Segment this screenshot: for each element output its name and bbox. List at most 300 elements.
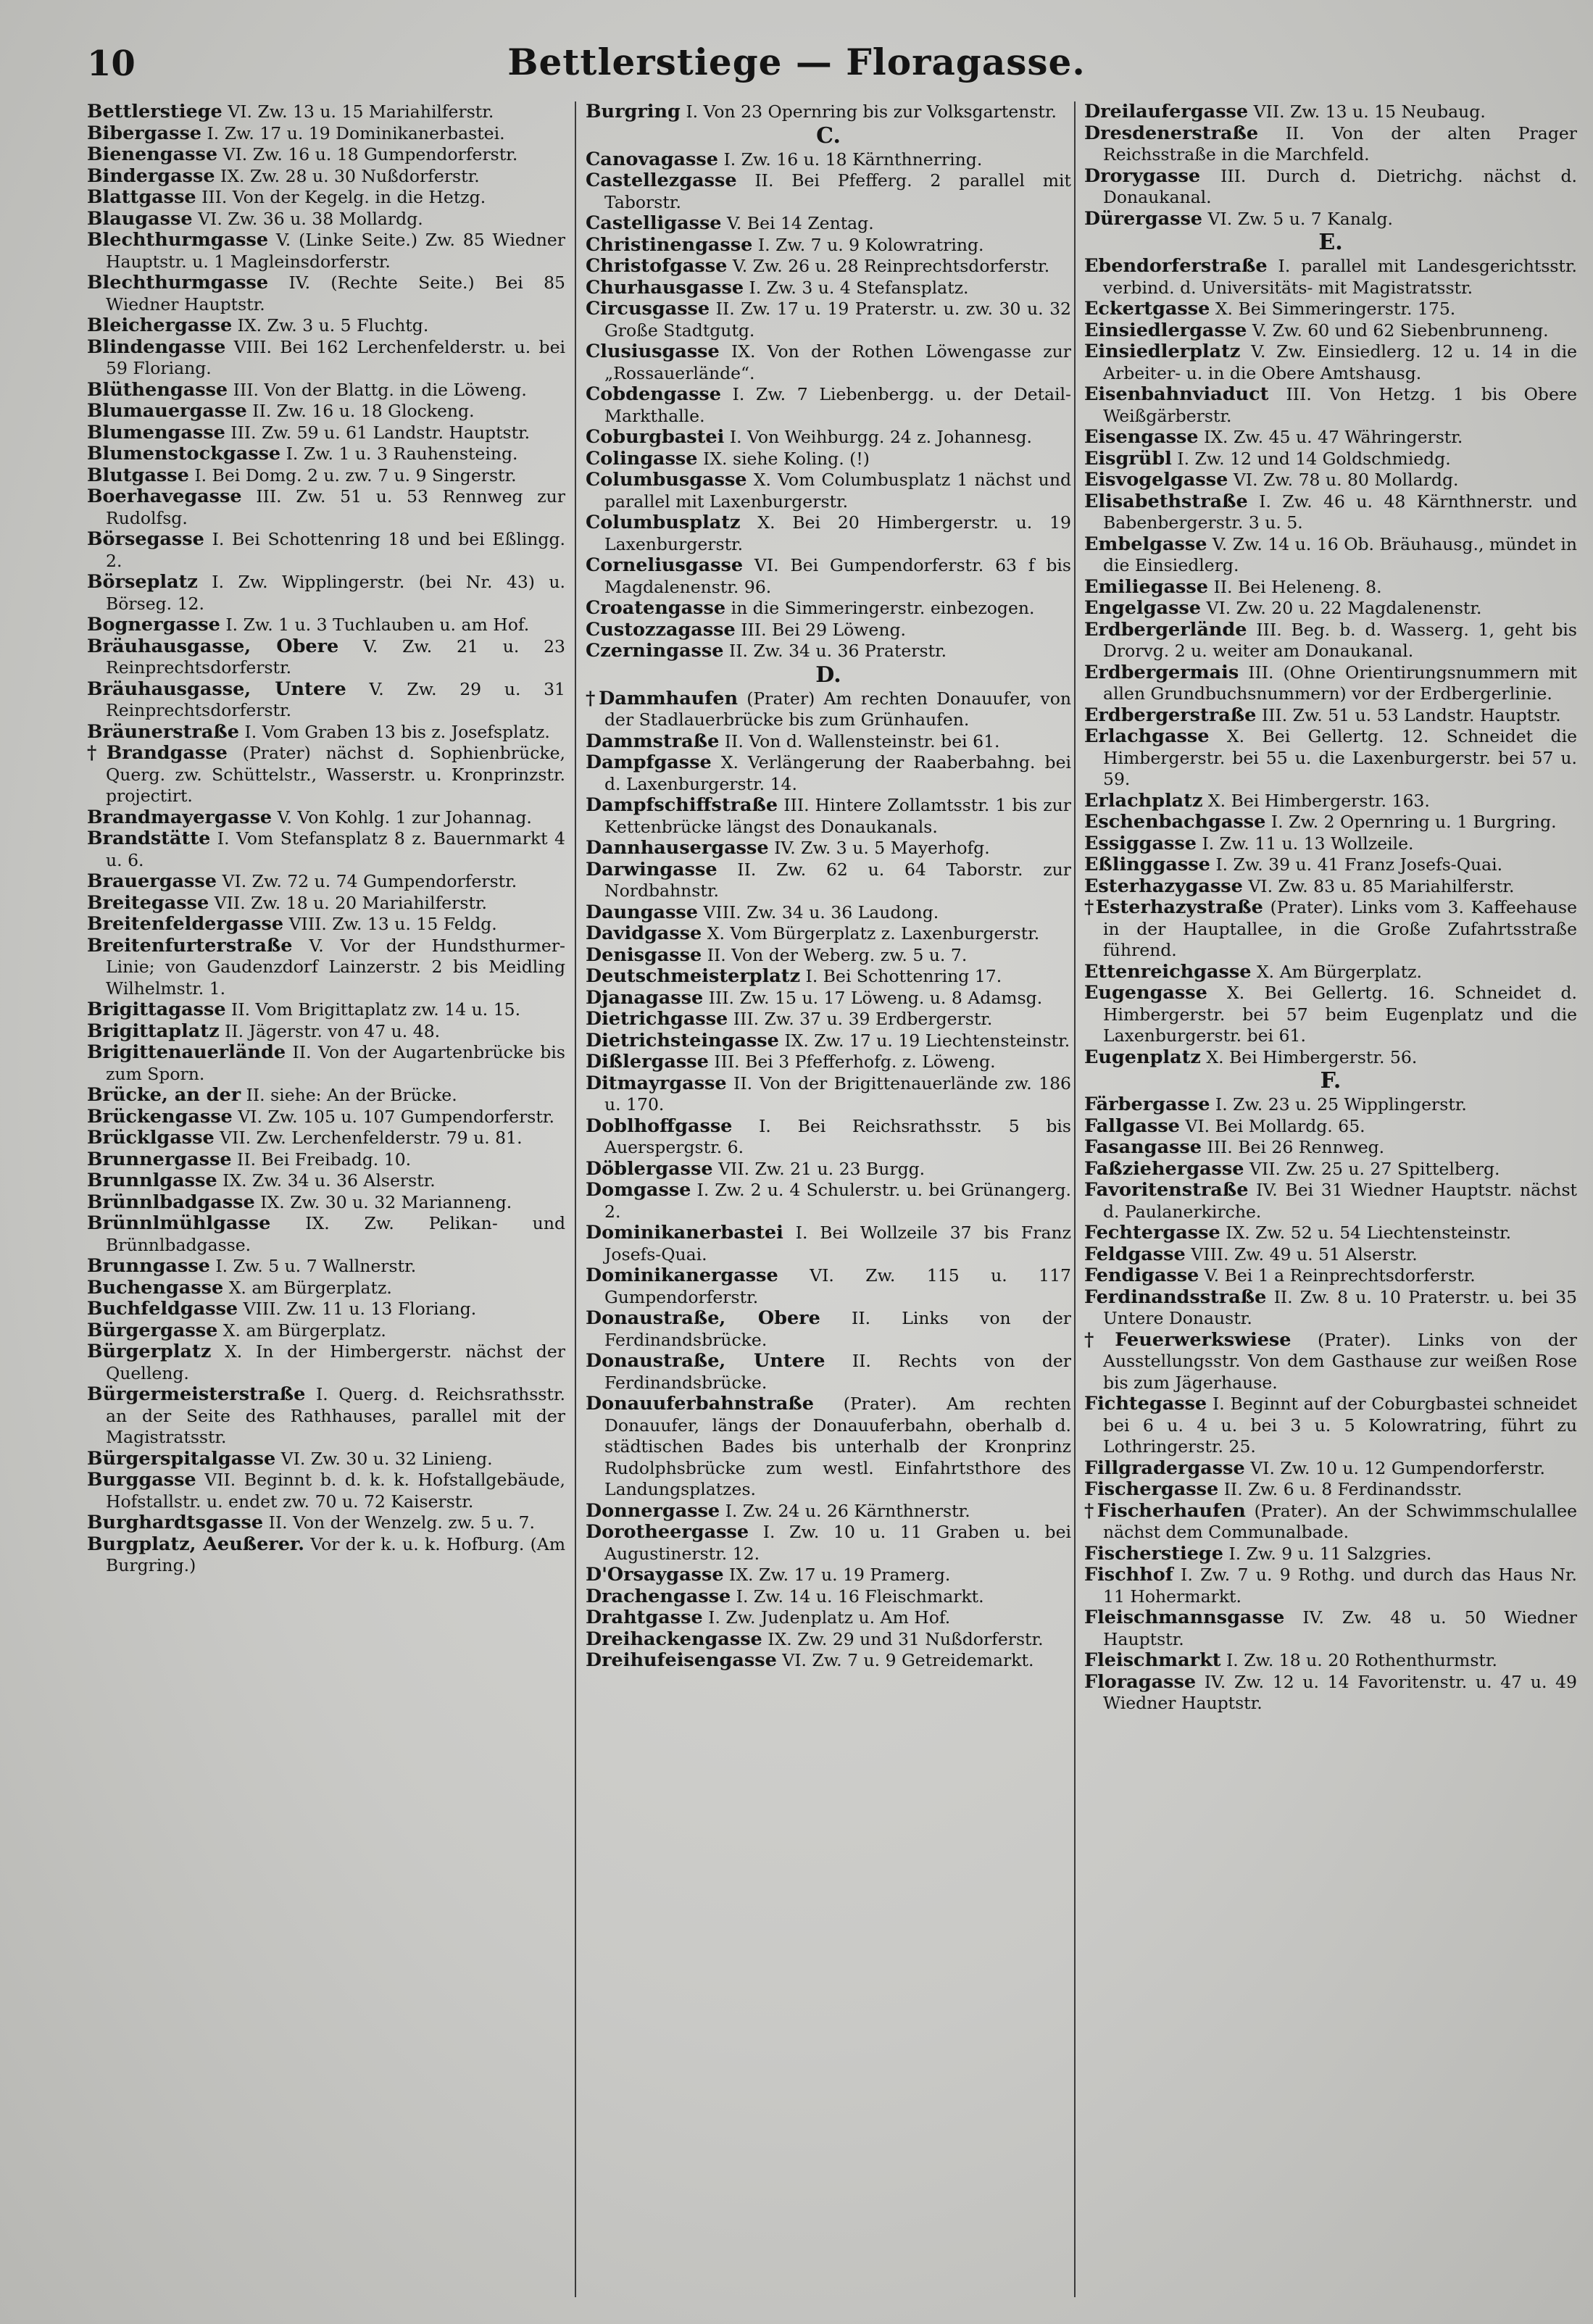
street-name: Burgring: [586, 101, 681, 122]
street-description: III. Zw. 51 u. 53 Rennweg zur Rudolfsg.: [106, 486, 565, 528]
street-entry: [87, 315, 565, 337]
street-entry: [87, 893, 565, 915]
street-description: I. Zw. 14 u. 16 Fleischmarkt.: [731, 1586, 984, 1607]
street-name: Dißlergasse: [586, 1051, 709, 1073]
street-name: Corneliusgasse: [586, 554, 744, 576]
street-entry: [586, 795, 1071, 838]
street-entry: [586, 923, 1071, 945]
street-name: Blechthurmgasse: [87, 272, 269, 293]
street-entry: [1084, 1094, 1577, 1116]
street-entry: [87, 722, 565, 744]
street-description: Vor der k. u. k. Hofburg. (Am Burgring.): [106, 1533, 565, 1575]
street-entry: [586, 512, 1071, 555]
street-description: II. Rechts von der Ferdinandsbrücke.: [604, 1351, 1071, 1393]
street-name: Börseplatz: [87, 571, 198, 593]
street-description: I. Zw. 7 u. 9 Kolowratring.: [752, 234, 984, 255]
street-name: Blechthurmgasse: [87, 229, 269, 251]
street-description: II. Zw. 6 u. 8 Ferdinandsstr.: [1218, 1479, 1463, 1499]
street-description: IX. Zw. 45 u. 47 Währingerstr.: [1198, 427, 1463, 447]
street-entry: [1084, 320, 1577, 342]
street-name: Floragasse: [1084, 1670, 1197, 1693]
street-description: X. Verlängerung der Raaberbahng. bei d. Laxenburgerstr. 14.: [604, 752, 1071, 794]
street-name: Brünnlbadgasse: [87, 1191, 255, 1213]
street-name: Christofgasse: [586, 255, 728, 277]
street-entry: [586, 235, 1071, 257]
street-name: Davidgasse: [586, 922, 702, 944]
street-name: Donaustraße, Untere: [586, 1350, 825, 1372]
street-name: Columbusgasse: [586, 469, 747, 491]
street-description: I. Zw. 7 Liebenbergg. u. der Detail-Markthalle.: [604, 384, 1071, 426]
street-description: IX. Zw. 28 u. 30 Nußdorferstr.: [215, 165, 480, 186]
street-description: VIII. Zw. 13 u. 15 Feldg.: [283, 914, 497, 934]
street-entry: [87, 1107, 565, 1128]
street-description: I. Zw. 1 u. 3 Tuchlauben u. am Hof.: [220, 615, 530, 635]
street-description: IX. Zw. 52 u. 54 Liechtensteinstr.: [1220, 1223, 1512, 1243]
street-name: Fleischmarkt: [1084, 1649, 1221, 1671]
street-entry: [1084, 1330, 1577, 1394]
street-description: I. Zw. 10 u. 11 Graben u. bei Augustinerstr. 12.: [604, 1522, 1071, 1564]
street-entry: [1084, 1244, 1577, 1266]
street-entry: [87, 1213, 565, 1256]
street-description: I. Bei Reichsrathsstr. 5 bis Auerspergstr. 6.: [604, 1115, 1071, 1157]
street-name: Dietrichgasse: [586, 1008, 728, 1030]
street-name: Dampfgasse: [586, 751, 712, 773]
street-name: Brandmayergasse: [87, 806, 273, 828]
street-name: Brücklgasse: [87, 1127, 215, 1149]
street-description: VII. Beginnt b. d. k. k. Hofstallgebäude, Hofstallstr. u. endet zw. 70 u. 72 Kaiserstr.: [106, 1470, 565, 1512]
street-name: Colingasse: [586, 447, 698, 470]
street-name: Brandstätte: [87, 828, 211, 849]
street-description: III. Von der Kegelg. in die Hetzg.: [196, 187, 486, 207]
section-letter: F.: [1320, 1068, 1342, 1094]
street-entry: [87, 1278, 565, 1299]
street-entry: [87, 572, 565, 615]
street-name: Bienengasse: [87, 143, 218, 165]
street-description: I. Zw. 9 u. 11 Salzgries.: [1223, 1543, 1432, 1564]
street-name: Fischerstiege: [1084, 1542, 1223, 1565]
street-entry: [586, 1522, 1071, 1565]
column-divider: [1074, 101, 1076, 2297]
street-entry: [586, 1180, 1071, 1223]
street-description: III. Bei 3 Pfefferhofg. z. Löweng.: [708, 1051, 996, 1072]
street-description: IV. Zw. 48 u. 50 Wiedner Hauptstr.: [1103, 1607, 1577, 1649]
street-name: Eugenplatz: [1084, 1046, 1201, 1068]
street-description: II. Bei Heleneng. 8.: [1208, 576, 1382, 597]
street-description: (Prater) nächst d. Sophienbrücke, Querg. zw. Schüttelstr., Wasserstr. u. Kronprinzstr. projectirt.: [106, 743, 565, 806]
street-name: Ebendorferstraße: [1084, 255, 1268, 277]
street-name: Blindengasse: [87, 336, 226, 358]
street-entry: [87, 636, 565, 679]
street-description: I. Zw. 11 u. 13 Wollzeile.: [1196, 833, 1414, 854]
street-name: Brunnergasse: [87, 1148, 232, 1170]
street-description: III. Bei 26 Rennweg.: [1201, 1137, 1385, 1157]
street-entry: [87, 422, 565, 444]
street-entry: [87, 166, 565, 188]
street-entry: [87, 1470, 565, 1512]
street-name: Dresdenerstraße: [1084, 122, 1259, 144]
street-description: I. Bei Schottenring 17.: [800, 966, 1002, 986]
street-description: II. Von d. Wallensteinstr. bei 61.: [719, 730, 1000, 751]
street-entry: [1084, 726, 1577, 791]
street-name: Fasangasse: [1084, 1136, 1202, 1158]
street-name: Favoritenstraße: [1084, 1179, 1249, 1201]
street-entry: [586, 384, 1071, 427]
street-description: III. Zw. 59 u. 61 Landstr. Hauptstr.: [225, 422, 531, 443]
street-description: I. Zw. 24 u. 26 Kärnthnerstr.: [720, 1500, 970, 1521]
section-letter: E.: [1318, 230, 1343, 255]
street-description: II. Vom Brigittaplatz zw. 14 u. 15.: [225, 999, 521, 1020]
street-entry: [1084, 1672, 1577, 1715]
street-entry: [1084, 1607, 1577, 1650]
street-description: X. Bei Gellertg. 12. Schneidet die Himbergerstr. bei 55 u. die Laxenburgerstr. bei 57 u. 59.: [1103, 726, 1577, 789]
street-entry: [1084, 384, 1577, 427]
street-entry: [586, 988, 1071, 1009]
street-name: Donaustraße, Obere: [586, 1307, 820, 1329]
street-description: VIII. Bei 162 Lerchenfelderstr. u. bei 59 Floriang.: [106, 336, 565, 378]
street-name: Donnergasse: [586, 1499, 720, 1522]
street-entry: [1084, 791, 1577, 812]
street-description: (Prater). An der Schwimmschulallee nächst dem Communalbade.: [1103, 1500, 1577, 1542]
street-name: Bibergasse: [87, 122, 202, 144]
street-description: III. Zw. 15 u. 17 Löweng. u. 8 Adamsg.: [703, 987, 1043, 1008]
street-description: II. Von der Augartenbrücke bis zum Sporn.: [106, 1042, 565, 1084]
street-entry: [586, 1607, 1071, 1629]
street-entry: [1084, 1116, 1577, 1138]
street-description: II. Zw. 8 u. 10 Praterstr. u. bei 35 Untere Donaustr.: [1103, 1286, 1577, 1328]
street-name: Blumauergasse: [87, 400, 247, 422]
street-name: Bindergasse: [87, 164, 215, 187]
street-entry: [1084, 101, 1577, 123]
street-entry: [586, 1351, 1071, 1394]
street-name: Esterhazygasse: [1084, 875, 1243, 897]
street-entry: [87, 337, 565, 380]
street-description: IV. Zw. 3 u. 5 Mayerhofg.: [768, 838, 990, 858]
street-description: I. Bei Wollzeile 37 bis Franz Josefs-Quai.: [604, 1223, 1071, 1265]
street-name: Essiggasse: [1084, 832, 1197, 854]
street-name: Bürgerplatz: [87, 1341, 212, 1362]
street-name: Croatengasse: [586, 597, 726, 619]
street-entry: [87, 1149, 565, 1171]
street-name: Eisengasse: [1084, 426, 1199, 448]
street-entry: [1084, 209, 1577, 230]
street-name: Daungasse: [586, 901, 699, 923]
street-description: II. Bei Pfefferg. 2 parallel mit Taborstr.: [604, 170, 1071, 212]
street-entry: [586, 278, 1071, 299]
street-name: Dreihufeisengasse: [586, 1649, 777, 1671]
street-description: VI. Zw. 78 u. 80 Mollardg.: [1228, 470, 1459, 490]
street-entry: [1084, 598, 1577, 620]
street-entry: [1084, 427, 1577, 449]
street-name: Embelgasse: [1084, 533, 1207, 555]
street-entry: [586, 1265, 1071, 1308]
street-description: V. Zw. 29 u. 31 Reinprechtsdorferstr.: [106, 678, 565, 720]
street-entry: [586, 149, 1071, 171]
street-name: Fichtegasse: [1084, 1393, 1207, 1415]
street-entry: [1084, 705, 1577, 727]
street-description: IX. Zw. 30 u. 32 Marianneng.: [254, 1191, 512, 1212]
street-name: Djanagasse: [586, 986, 704, 1009]
column-divider: [575, 101, 576, 2297]
street-entry: [87, 486, 565, 529]
street-description: V. Zw. 14 u. 16 Ob. Bräuhausg., mündet in die Einsiedlerg.: [1103, 533, 1577, 575]
street-entry: [586, 1308, 1071, 1351]
street-name: Brigittenauerlände: [87, 1041, 286, 1063]
street-name: Burgplatz, Aeußerer.: [87, 1533, 304, 1555]
street-entry: [87, 828, 565, 871]
street-name: Brigittaplatz: [87, 1020, 220, 1042]
street-entry: [87, 401, 565, 422]
street-entry: [1084, 1180, 1577, 1223]
street-description: II. Von der Wenzelg. zw. 5 u. 7.: [263, 1512, 535, 1533]
street-entry: [87, 101, 565, 123]
street-entry: [1084, 1159, 1577, 1180]
street-entry: [586, 470, 1071, 512]
street-description: V. (Linke Seite.) Zw. 85 Wiedner Hauptstr. u. 1 Magleinsdorferstr.: [106, 230, 565, 272]
street-description: VI. Zw. 105 u. 107 Gumpendorferstr.: [232, 1106, 554, 1127]
street-description: V. Zw. 26 u. 28 Reinprechtsdorferstr.: [727, 256, 1050, 276]
street-name: Bräuhausgasse, Untere: [87, 678, 346, 700]
street-entry: [586, 1586, 1071, 1608]
street-description: I. Zw. 3 u. 4 Stefansplatz.: [744, 277, 969, 298]
street-name: Bürgergasse: [87, 1319, 218, 1341]
street-description: I. Zw. 7 u. 9 Rothg. und durch das Haus Nr. 11 Hohermarkt.: [1103, 1565, 1577, 1607]
street-entry: [87, 380, 565, 401]
street-description: IX. Von der Rothen Löwengasse zur „Rossauerlände“.: [604, 341, 1071, 383]
street-description: VI. Zw. 30 u. 32 Linieng.: [275, 1448, 493, 1469]
street-name: Deutschmeisterplatz: [586, 965, 801, 987]
street-name: Circusgasse: [586, 298, 710, 320]
street-entry: [586, 1565, 1071, 1586]
street-description: IV. (Rechte Seite.) Bei 85 Wiedner Hauptstr.: [106, 272, 565, 315]
street-entry: [87, 443, 565, 465]
street-entry: [1084, 854, 1577, 876]
street-description: VII. Zw. 18 u. 20 Mariahilferstr.: [209, 892, 488, 913]
street-description: I. Zw. 2 Opernring u. 1 Burgring.: [1265, 812, 1557, 832]
street-description: VI. Zw. 13 u. 15 Mariahilferstr.: [222, 101, 494, 122]
street-description: I. Beginnt auf der Coburgbastei schneidet bei 6 u. 4 u. bei 3 u. 5 Kolowratring, führt zu Lothringerstr. 25.: [1103, 1394, 1577, 1457]
street-name: Castellezgasse: [586, 170, 737, 191]
page-header: [0, 38, 1593, 96]
street-description: I. Zw. 23 u. 25 Wipplingerstr.: [1210, 1094, 1467, 1115]
street-name: †Dammhaufen: [586, 687, 739, 709]
street-entry: [1084, 876, 1577, 898]
street-name: Brunnlgasse: [87, 1170, 217, 1191]
street-entry: [586, 101, 1071, 123]
street-entry: [586, 641, 1071, 662]
street-name: Burghardtsgasse: [87, 1512, 264, 1533]
street-name: Castelligasse: [586, 212, 722, 234]
street-name: Dampfschiffstraße: [586, 794, 778, 816]
street-entry: [87, 465, 565, 487]
street-description: IX. Zw. 17 u. 19 Pramerg.: [723, 1565, 951, 1585]
street-entry: [586, 1650, 1071, 1672]
street-name: Erlachgasse: [1084, 725, 1210, 747]
street-entry: [586, 555, 1071, 598]
street-description: VI. Zw. 5 u. 7 Kanalg.: [1202, 208, 1393, 229]
street-description: X. Bei Gellertg. 16. Schneidet d. Himbergerstr. bei 57 beim Eugenplatz und die Laxenburgerstr. bei 61.: [1103, 983, 1577, 1046]
street-name: Buchengasse: [87, 1276, 224, 1299]
street-description: VI. Zw. 7 u. 9 Getreidemarkt.: [776, 1650, 1034, 1670]
street-name: Brückengasse: [87, 1105, 233, 1128]
street-name: Bräuhausgasse, Obere: [87, 635, 339, 657]
section-letter: C.: [816, 122, 841, 149]
street-entry: [586, 752, 1071, 795]
street-entry: [87, 1449, 565, 1470]
street-name: †Feuerwerkswiese: [1084, 1328, 1292, 1351]
street-description: VI. Zw. 10 u. 12 Gumpendorferstr.: [1244, 1457, 1545, 1478]
street-description: I. Zw. Wipplingerstr. (bei Nr. 43) u. Börseg. 12.: [106, 572, 565, 614]
street-description: II. siehe: An der Brücke.: [241, 1085, 457, 1105]
street-name: Brunngasse: [87, 1255, 210, 1277]
street-description: II. Zw. 16 u. 18 Glockeng.: [246, 401, 475, 421]
street-name: Erlachplatz: [1084, 789, 1203, 812]
street-description: I. Querg. d. Reichsrathsstr. an der Seite des Rathhauses, parallel mit der Magistratsstr.: [106, 1384, 565, 1447]
street-name: Denisgasse: [586, 944, 702, 966]
street-entry: [1084, 1394, 1577, 1458]
column-3: [1084, 101, 1577, 2297]
street-entry: [586, 1394, 1071, 1501]
street-name: Ettenreichgasse: [1084, 960, 1252, 983]
street-name: Blüthengasse: [87, 378, 228, 401]
street-entry: [1084, 1565, 1577, 1607]
street-name: Bräunerstraße: [87, 720, 239, 743]
street-entry: [1084, 1501, 1577, 1544]
street-entry: [586, 838, 1071, 859]
street-entry: [586, 1223, 1071, 1265]
street-name: Cobdengasse: [586, 383, 722, 405]
street-entry: [1084, 1650, 1577, 1672]
street-description: X. am Bürgerplatz.: [223, 1277, 392, 1298]
street-name: Drahtgasse: [586, 1607, 703, 1628]
street-entry: [1084, 1223, 1577, 1244]
street-entry: [586, 427, 1071, 449]
street-description: I. Bei Schottenring 18 und bei Eßlingg. 2.: [106, 529, 565, 571]
street-entry: [87, 1170, 565, 1192]
page-number: 10: [87, 43, 136, 84]
street-description: IX. Zw. Pelikan- und Brünnlbadgasse.: [106, 1213, 565, 1255]
street-entry: [87, 1320, 565, 1342]
street-description: I. Zw. 16 u. 18 Kärnthnerring.: [718, 149, 983, 170]
street-entry: [87, 529, 565, 572]
street-name: Christinengasse: [586, 233, 753, 256]
street-entry: [586, 1009, 1071, 1030]
street-entry: [87, 1299, 565, 1320]
street-entry: [1084, 299, 1577, 320]
street-entry: [87, 272, 565, 315]
street-entry: [586, 598, 1071, 620]
street-name: Blaugasse: [87, 207, 193, 230]
street-name: Dannhausergasse: [586, 837, 769, 859]
street-name: Eßlinggasse: [1084, 854, 1210, 875]
street-name: Blattgasse: [87, 186, 196, 208]
street-description: I. Von 23 Opernring bis zur Volksgartenstr.: [680, 101, 1057, 122]
street-name: Dreilaufergasse: [1084, 101, 1249, 122]
street-description: I. Von Weihburgg. 24 z. Johannesg.: [724, 427, 1032, 447]
street-entry: [586, 341, 1071, 384]
street-name: Dominikanerbastei: [586, 1222, 783, 1244]
street-name: Doblhoffgasse: [586, 1115, 733, 1137]
street-name: Blutgasse: [87, 464, 189, 486]
street-description: (Prater). Links vom 3. Kaffeehause in der Hauptallee, in die Große Zufahrtsstraße führend.: [1103, 897, 1577, 960]
street-description: I. Zw. 39 u. 41 Franz Josefs-Quai.: [1210, 854, 1503, 875]
street-name: Brigittagasse: [87, 999, 226, 1020]
street-description: X. Vom Bürgerplatz z. Laxenburgerstr.: [702, 923, 1040, 944]
street-name: Fleischmannsgasse: [1084, 1607, 1285, 1628]
street-entry: [87, 1341, 565, 1384]
street-name: †Brandgasse: [87, 742, 228, 764]
street-entry: [87, 807, 565, 829]
street-description: II. Zw. 17 u. 19 Praterstr. u. zw. 30 u. 32 Große Stadtgutg.: [604, 299, 1071, 341]
street-entry: [87, 1534, 565, 1577]
street-description: I. Bei Domg. 2 u. zw. 7 u. 9 Singerstr.: [188, 465, 517, 486]
street-description: X. am Bürgerplatz.: [217, 1320, 386, 1341]
street-description: II. Bei Freibadg. 10.: [231, 1149, 412, 1170]
street-description: V. Von Kohlg. 1 zur Johannag.: [272, 807, 532, 828]
street-description: VI. Zw. 115 u. 117 Gumpendorferstr.: [604, 1265, 1071, 1307]
street-name: Canovagasse: [586, 148, 718, 170]
street-description: X. In der Himbergerstr. nächst der Quelleng.: [106, 1341, 565, 1383]
street-name: Donauuferbahnstraße: [586, 1393, 815, 1415]
street-name: Eckertgasse: [1084, 298, 1210, 320]
street-entry: [87, 123, 565, 145]
street-name: Eisgrübl: [1084, 447, 1172, 470]
street-description: I. Zw. 46 u. 48 Kärnthnerstr. und Babenbergerstr. 3 u. 5.: [1103, 491, 1577, 533]
street-entry: [87, 1042, 565, 1085]
street-entry: [586, 1629, 1071, 1651]
street-description: X. Bei Simmeringerstr. 175.: [1210, 299, 1456, 319]
street-description: VI. Zw. 36 u. 38 Mollardg.: [192, 208, 423, 229]
street-description: I. parallel mit Landesgerichtsstr. verbind. d. Universitäts- mit Magistratsstr.: [1103, 256, 1577, 298]
street-description: II. Von der alten Prager Reichsstraße in die Marchfeld.: [1103, 122, 1577, 164]
street-name: Domgasse: [586, 1179, 691, 1201]
street-entry: [586, 449, 1071, 470]
street-description: III. Von Hetzg. 1 bis Obere Weißgärberstr.: [1103, 384, 1577, 426]
street-description: IX. Zw. 29 und 31 Nußdorferstr.: [762, 1628, 1044, 1649]
street-entry: [1084, 1137, 1577, 1159]
street-name: Börsegasse: [87, 528, 204, 550]
street-name: Breitenfurterstraße: [87, 934, 293, 957]
street-description: V. Zw. 60 und 62 Siebenbrunneng.: [1247, 320, 1549, 341]
street-description: VIII. Zw. 49 u. 51 Alserstr.: [1185, 1244, 1418, 1265]
street-name: Eisenbahnviaduct: [1084, 383, 1269, 405]
street-entry: [586, 1051, 1071, 1073]
street-name: Bettlerstiege: [87, 101, 222, 122]
street-entry: [1084, 812, 1577, 833]
street-name: Blumengasse: [87, 421, 225, 443]
street-description: IX. Zw. 3 u. 5 Fluchtg.: [232, 315, 429, 336]
street-description: X. Bei 20 Himbergerstr. u. 19 Laxenburgerstr.: [604, 512, 1071, 554]
street-entry: [87, 679, 565, 722]
street-entry: [87, 936, 565, 1000]
street-description: III. Durch d. Dietrichg. nächst d. Donaukanal.: [1103, 165, 1577, 207]
street-entry: [87, 914, 565, 936]
street-entry: [1084, 620, 1577, 662]
street-entry: [1084, 662, 1577, 705]
street-name: Drachengasse: [586, 1585, 731, 1607]
street-name: Dietrichsteingasse: [586, 1029, 779, 1051]
street-description: VI. Zw. 72 u. 74 Gumpendorferstr.: [217, 871, 517, 891]
street-entry: [87, 743, 565, 807]
running-title: Bettlerstiege — Floragasse.: [507, 41, 1086, 83]
street-entry: [586, 620, 1071, 641]
street-entry: [1084, 1287, 1577, 1330]
street-description: III. Hintere Zollamtsstr. 1 bis zur Kettenbrücke längst des Donaukanals.: [604, 795, 1071, 837]
street-description: (Prater). Am rechten Donauufer, längs der Donauuferbahn, oberhalb d. städtischen Bades bis unterhalb der Kronprinz Rudolphsbrücke zum westl. Einfahrtsthore des Landungsplatzes.: [604, 1394, 1071, 1499]
street-entry: [586, 170, 1071, 213]
street-entry: [1084, 577, 1577, 599]
street-description: I. Zw. 18 u. 20 Rothenthurmstr.: [1220, 1650, 1497, 1670]
street-name: Elisabethstraße: [1084, 490, 1248, 512]
